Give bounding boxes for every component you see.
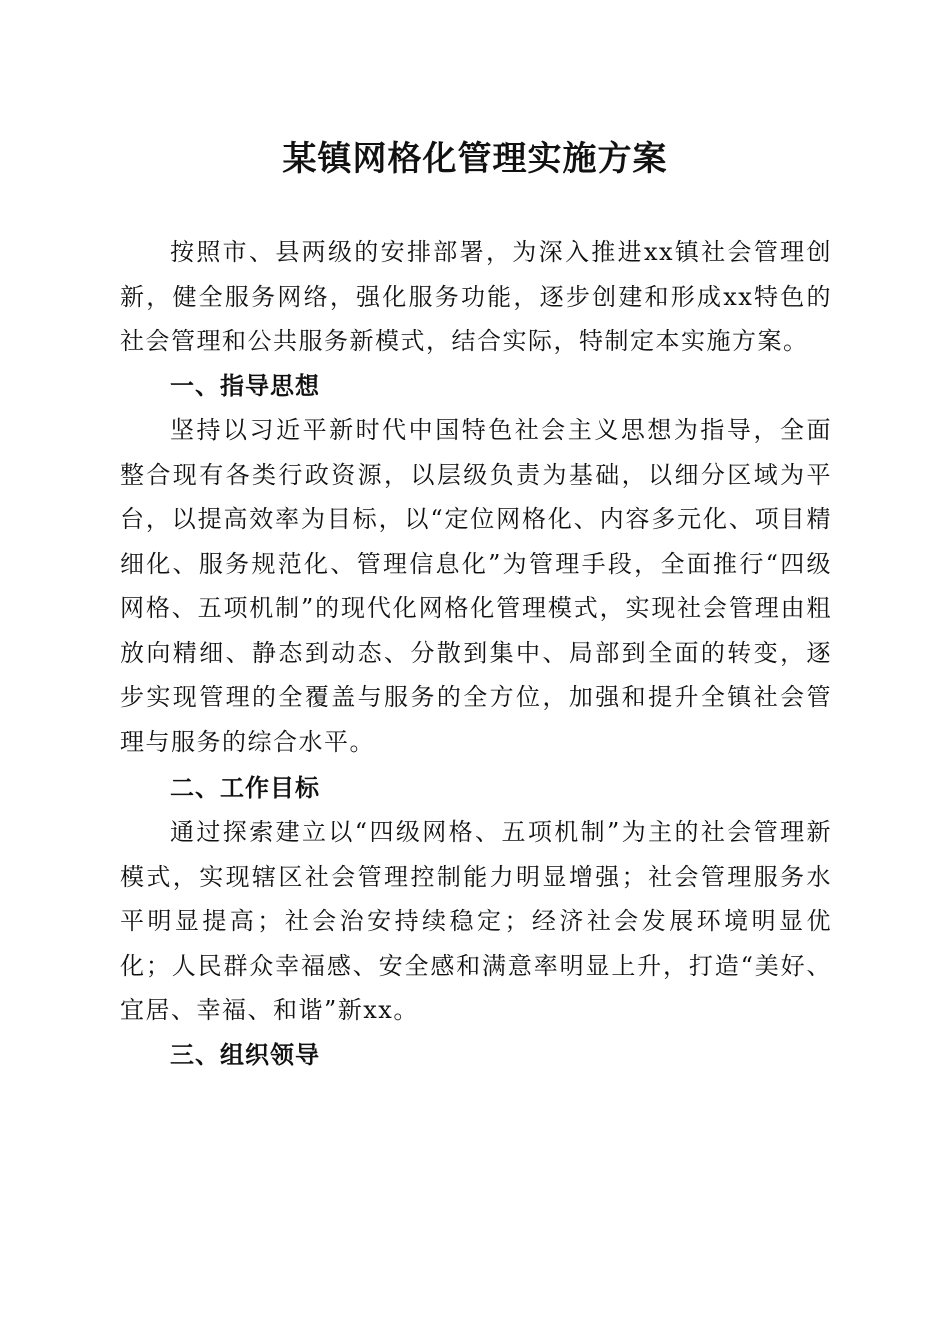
section-heading-work-goals: 二、工作目标 [170, 774, 320, 802]
intro-paragraph: 按照市、县两级的安排部署，为深入推进xx镇社会管理创新，健全服务网络，强化服务功能，逐步创建和形成xx特色的社会管理和公共服务新模式，结合实际，特制定本实施方案。 [120, 238, 832, 355]
section-text-guiding-ideology: 坚持以习近平新时代中国特色社会主义思想为指导，全面整合现有各类行政资源，以层级负责为基础，以细分区域为平台，以提高效率为目标，以“定位网格化、内容多元化、项目精细化、服务规范化、管理信息化”为管理手段，全面推行“四级网格、五项机制”的现代化网格化管理模式，实现社会管理由粗放向精细、静态到动态、分散到集中、局部到全面的转变，逐步实现管理的全覆盖与服务的全方位，加强和提升全镇社会管理与服务的综合水平。 [120, 416, 832, 756]
document-title: 某镇网格化管理实施方案 [282, 139, 668, 179]
section-heading-organization-leadership: 三、组织领导 [170, 1041, 320, 1069]
section-heading-guiding-ideology: 一、指导思想 [170, 372, 320, 400]
section-text-work-goals: 通过探索建立以“四级网格、五项机制”为主的社会管理新模式，实现辖区社会管理控制能力明显增强；社会管理服务水平明显提高；社会治安持续稳定；经济社会发展环境明显优化；人民群众幸福感、安全感和满意率明显上升，打造“美好、宜居、幸福、和谐”新xx。 [120, 818, 832, 1024]
